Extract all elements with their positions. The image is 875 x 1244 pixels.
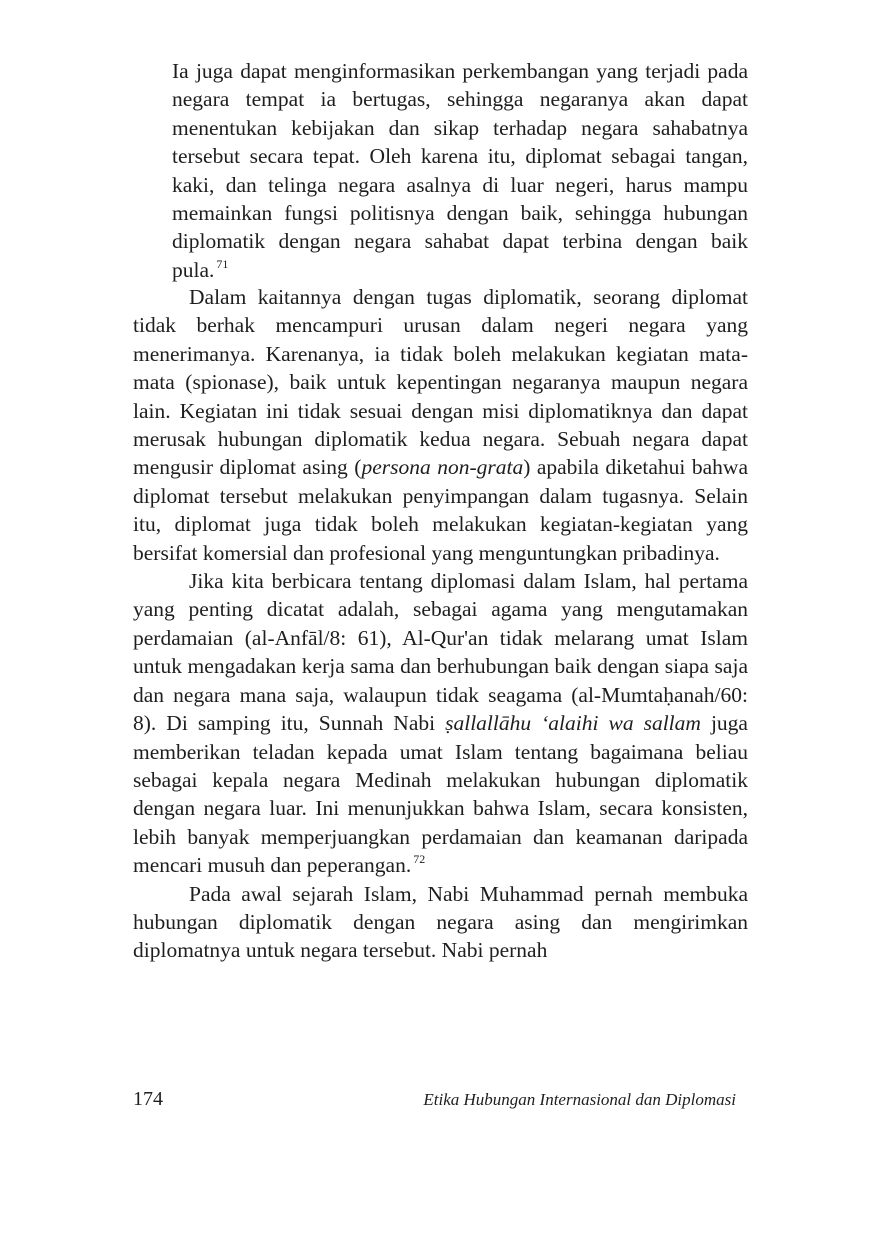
body-text	[133, 283, 748, 965]
paragraph-early-history	[133, 880, 748, 965]
paragraph-text: ) apabila diketahui bahwa diplomat tersebut melakukan penyimpangan dalam tugasnya. Selain itu, diplomat juga tidak boleh melakukan kegiatan-kegiatan yang bersifat komersial dan profesional yang menguntungkan pribadinya.	[133, 455, 748, 565]
page-footer	[133, 1088, 736, 1118]
paragraph-diplomacy-in-islam	[133, 567, 748, 879]
italic-term: ṣallallāhu ‘alaihi wa sallam	[445, 711, 701, 736]
paragraph-text: Dalam kaitannya dengan tugas diplomatik, seorang diplomat tidak berhak mencampuri urusan dalam negeri negara yang menerimanya. Karenanya, ia tidak boleh melakukan kegiatan mata-mata (spionase), baik untuk kepentingan negaranya maupun negara lain. Kegiatan ini tidak sesuai dengan misi diplomatiknya dan dapat merusak hubungan diplomatik kedua negara. Sebuah negara dapat mengusir diplomat asing (	[133, 285, 748, 480]
page-number: 174	[133, 1088, 163, 1110]
running-title: Etika Hubungan Internasional dan Diplomasi	[423, 1090, 736, 1109]
block-quote	[172, 57, 748, 284]
paragraph-text: Jika kita berbicara tentang diplomasi dalam Islam, hal pertama yang penting dicatat adalah, sebagai agama yang mengutamakan perdamaian (al-Anfāl/8: 61), Al-Qur'an tidak melarang umat Islam untuk mengadakan kerja sama dan berhubungan baik dengan siapa saja dan negara mana saja, walaupun tidak seagama (al-Mumtaḥanah/60: 8). Di samping itu, Sunnah Nabi	[133, 569, 748, 736]
quote-text: Ia juga dapat menginformasikan perkembangan yang terjadi pada negara tempat ia bertugas, sehingga negaranya akan dapat menentukan kebijakan dan sikap terhadap negara sahabatnya tersebut secara tepat. Oleh karena itu, diplomat sebagai tangan, kaki, dan telinga negara asalnya di luar negeri, harus mampu memainkan fungsi politisnya dengan baik, sehingga hubungan diplomatik dengan negara sahabat dapat terbina dengan baik pula.	[172, 59, 748, 282]
footnote-ref-72[interactable]: 72	[413, 852, 426, 867]
italic-term: persona non-grata	[361, 455, 524, 480]
footnote-ref-71[interactable]: 71	[216, 256, 229, 271]
paragraph-text: Pada awal sejarah Islam, Nabi Muhammad pernah membuka hubungan diplomatik dengan negara asing dan mengirimkan diplomatnya untuk negara tersebut. Nabi pernah	[133, 881, 748, 963]
paragraph-text: juga memberikan teladan kepada umat Islam tentang bagaimana beliau sebagai kepala negara Medinah melakukan hubungan diplomatik dengan negara luar. Ini menunjukkan bahwa Islam, secara konsisten, lebih banyak memperjuangkan perdamaian dan keamanan daripada mencari musuh dan peperangan.	[133, 711, 748, 878]
paragraph-diplomat-duties	[133, 283, 748, 567]
